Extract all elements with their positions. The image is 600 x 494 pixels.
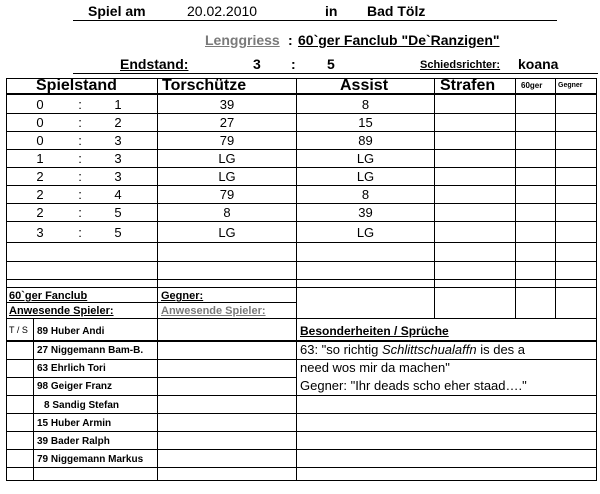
player-entry: 27 Niggemann Bam-B. <box>37 345 144 356</box>
col-60ger: 60ger <box>521 81 543 90</box>
player-entry: 79 Niggemann Markus <box>37 454 144 465</box>
remarks-title: Besonderheiten / Sprüche <box>300 324 449 338</box>
players-subheader-line <box>6 302 297 303</box>
scorer-cell: 8 <box>223 205 231 220</box>
score-home-cell: 0 <box>36 97 44 112</box>
referee-label: Schiedsrichter: <box>420 59 501 71</box>
assist-cell: LG <box>356 169 375 184</box>
score-colon-cell: : <box>78 133 82 148</box>
score-colon-cell: : <box>78 115 82 130</box>
endstand-label: Endstand: <box>120 56 189 72</box>
score-colon: : <box>291 56 296 72</box>
scorer-cell: 79 <box>219 133 235 148</box>
player-entry: 8 Sandig Stefan <box>44 400 120 411</box>
player-entry: 63 Ehrlich Tori <box>37 363 106 374</box>
team-away: 60`ger Fanclub "De`Ranzigen" <box>298 32 500 48</box>
players-top-border <box>6 318 597 319</box>
divider-5 <box>555 78 556 318</box>
score-home-cell: 3 <box>36 225 44 240</box>
in-label: in <box>325 3 338 19</box>
opponent-title: Gegner: <box>161 290 204 302</box>
team-home: Lenggriess <box>205 32 280 48</box>
player-entry: 89 Huber Andi <box>37 326 105 337</box>
score-colon-cell: : <box>78 187 82 202</box>
score-home-cell: 2 <box>36 187 44 202</box>
fanclub-title: 60`ger Fanclub <box>9 290 88 302</box>
score-away: 5 <box>327 56 335 72</box>
score-away-cell: 3 <box>114 133 122 148</box>
scorer-cell: 79 <box>219 187 235 202</box>
remark-line-1 <box>300 342 525 357</box>
referee-name: koana <box>518 56 559 72</box>
location: Bad Tölz <box>367 3 426 19</box>
remark-line-1-suffix: is des a <box>476 342 526 357</box>
score-home-cell: 0 <box>36 133 44 148</box>
team-separator: : <box>288 32 293 48</box>
score-colon-cell: : <box>78 169 82 184</box>
col-gegner: Gegner <box>558 82 583 89</box>
score-away-cell: 1 <box>114 97 122 112</box>
scorer-cell: 27 <box>219 115 235 130</box>
col-strafen: Strafen <box>440 77 496 94</box>
divider-3 <box>434 78 435 318</box>
assist-cell: 8 <box>361 97 370 112</box>
col-assist: Assist <box>340 77 389 94</box>
assist-cell: 39 <box>358 205 373 220</box>
score-away-cell: 5 <box>114 205 122 220</box>
score-home-cell: 2 <box>36 205 44 220</box>
scorer-cell: LG <box>218 151 236 166</box>
score-away-cell: 3 <box>114 151 122 166</box>
scorer-cell: LG <box>218 225 236 240</box>
col-torschuetze: Torschütze <box>162 77 247 94</box>
assist-cell: 8 <box>361 187 370 202</box>
present-label: Anwesende Spieler: <box>9 305 114 317</box>
match-date: 20.02.2010 <box>187 3 258 19</box>
col-spielstand: Spielstand <box>36 77 117 94</box>
score-colon-cell: : <box>78 151 82 166</box>
player-entry: 98 Geiger Franz <box>37 381 113 392</box>
remark-line-3: Gegner: "Ihr deads scho eher staad…." <box>300 378 527 393</box>
ts-divider <box>33 318 34 480</box>
score-away-cell: 2 <box>114 115 122 130</box>
score-colon-cell: : <box>78 225 82 240</box>
player-entry: 15 Huber Armin <box>37 418 112 429</box>
score-home-cell: 0 <box>36 115 44 130</box>
score-home-cell: 1 <box>36 151 44 166</box>
scorer-cell: 39 <box>219 97 235 112</box>
player-entry: 39 Bader Ralph <box>37 436 110 447</box>
assist-cell: LG <box>356 225 375 240</box>
score-away-cell: 4 <box>114 187 122 202</box>
ts-label: T / S <box>9 325 28 335</box>
score-home-cell: 2 <box>36 169 44 184</box>
remark-line-1-prefix: 63: "so richtig <box>300 342 382 357</box>
opponent-present-label: Anwesende Spieler: <box>161 305 266 317</box>
assist-cell: LG <box>356 151 375 166</box>
score-away-cell: 5 <box>114 225 122 240</box>
divider-4 <box>515 78 516 318</box>
remark-line-1-italic: Schlittschualaffn <box>381 342 477 357</box>
assist-cell: 89 <box>358 133 373 148</box>
header-underline <box>73 20 557 21</box>
score-colon-cell: : <box>78 205 82 220</box>
remark-line-2: need wos mir da machen" <box>300 360 450 375</box>
assist-cell: 15 <box>358 115 373 130</box>
score-away-cell: 3 <box>114 169 122 184</box>
score-colon-cell: : <box>78 97 82 112</box>
spiel-am-label: Spiel am <box>88 3 146 19</box>
score-home: 3 <box>253 56 261 72</box>
endstand-underline <box>73 73 598 74</box>
scorer-cell: LG <box>218 169 236 184</box>
